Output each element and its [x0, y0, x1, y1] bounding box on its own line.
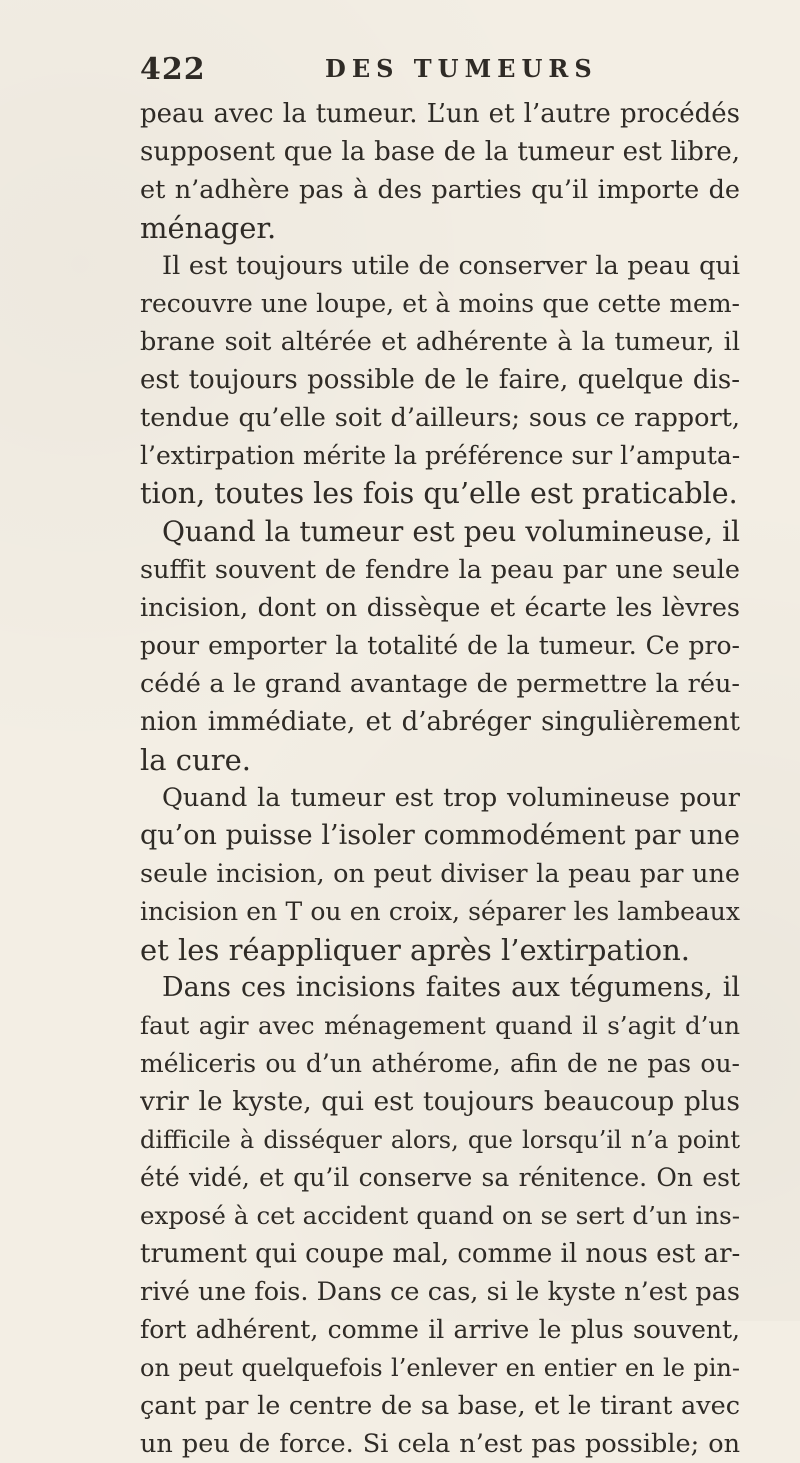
text-line: pour emporter la totalité de la tumeur. Ce pro-: [140, 631, 740, 660]
text-line: brane soit altérée et adhérente à la tumeur, il: [140, 327, 740, 357]
text-line: supposent que la base de la tumeur est libre,: [140, 137, 740, 167]
text-line: Quand la tumeur est peu volumineuse, il: [162, 515, 740, 548]
text-line: Quand la tumeur est trop volumineuse pour: [162, 783, 740, 813]
text-line: on peut quelquefois l’enlever en entier en le pin-: [140, 1354, 740, 1382]
text-line: qu’on puisse l’isoler commodément par une: [140, 820, 740, 851]
page-number: 422: [140, 52, 206, 87]
text-line: tendue qu’elle soit d’ailleurs; sous ce rapport,: [140, 403, 740, 433]
text-line: trument qui coupe mal, comme il nous est ar-: [140, 1239, 740, 1269]
text-line: été vidé, et qu’il conserve sa rénitence. On est: [140, 1163, 740, 1192]
body-text: [140, 95, 740, 1463]
text-line: incision, dont on dissèque et écarte les lèvres: [140, 593, 740, 623]
text-line: un peu de force. Si cela n’est pas possible; on: [140, 1429, 740, 1459]
text-line: est toujours possible de le faire, quelque dis-: [140, 365, 740, 395]
text-line: incision en T ou en croix, séparer les lambeaux: [140, 897, 740, 926]
text-line: cédé a le grand avantage de permettre la réu-: [140, 669, 740, 699]
text-line: Dans ces incisions faites aux tégumens, il: [162, 972, 740, 1003]
running-title: DES TUMEURS: [325, 54, 598, 83]
page-header: [140, 52, 740, 92]
text-line: nion immédiate, et d’abréger singulièrement: [140, 707, 740, 737]
text-line: recouvre une loupe, et à moins que cette mem-: [140, 289, 740, 318]
text-line: exposé à cet accident quand on se sert d’un ins-: [140, 1201, 740, 1230]
text-line: peau avec la tumeur. L’un et l’autre procédés: [140, 99, 740, 129]
text-line: vrir le kyste, qui est toujours beaucoup plus: [140, 1086, 740, 1117]
text-line: seule incision, on peut diviser la peau par une: [140, 859, 740, 889]
text-line: suffit souvent de fendre la peau par une seule: [140, 555, 740, 585]
text-line: l’extirpation mérite la préférence sur l’amputa-: [140, 441, 740, 470]
text-line: Il est toujours utile de conserver la peau qui: [162, 251, 740, 281]
text-line: méliceris ou d’un athérome, afin de ne pas ou-: [140, 1049, 740, 1078]
text-line: la cure.: [140, 743, 251, 777]
text-line: tion, toutes les fois qu’elle est praticable.: [140, 477, 738, 510]
text-line: fort adhérent, comme il arrive le plus souvent,: [140, 1315, 740, 1344]
text-line: et les réappliquer après l’extirpation.: [140, 933, 690, 967]
text-line: difficile à disséquer alors, que lorsqu’il n’a point: [140, 1126, 740, 1154]
text-line: ménager.: [140, 211, 277, 245]
text-line: rivé une fois. Dans ce cas, si le kyste n’est pas: [140, 1277, 740, 1307]
text-line: çant par le centre de sa base, et le tirant avec: [140, 1391, 740, 1421]
text-line: et n’adhère pas à des parties qu’il importe de: [140, 175, 740, 205]
text-line: faut agir avec ménagement quand il s’agit d’un: [140, 1011, 740, 1040]
